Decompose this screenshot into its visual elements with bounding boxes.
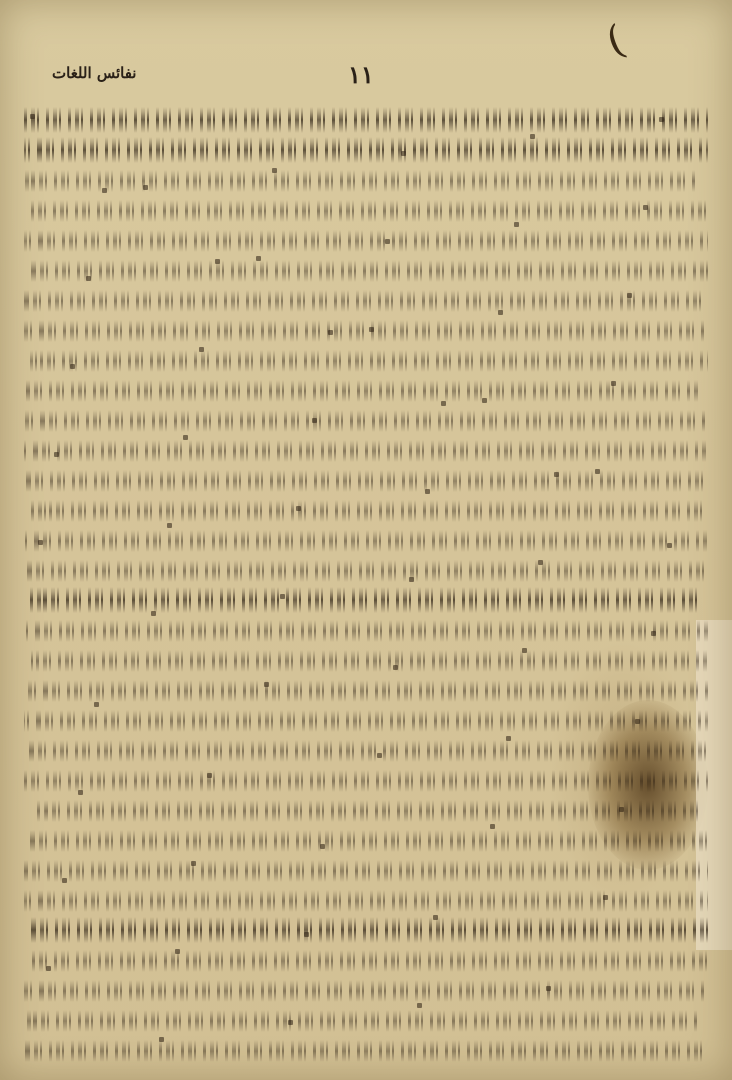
text-line: [24, 584, 708, 614]
diacritic-dot: [651, 631, 656, 636]
text-line: [24, 134, 708, 164]
diacritic-dot: [643, 205, 648, 210]
text-line: [24, 704, 708, 734]
diacritic-dot: [498, 310, 503, 315]
text-line: [24, 434, 708, 464]
diacritic-dot: [619, 807, 624, 812]
text-line: [24, 464, 708, 494]
text-line: [24, 974, 708, 1004]
diacritic-dot: [385, 239, 390, 244]
diacritic-dot: [546, 986, 551, 991]
diacritic-dot: [304, 932, 309, 937]
diacritic-dot: [199, 347, 204, 352]
text-line: [24, 734, 708, 764]
diacritic-dot: [151, 611, 156, 616]
diacritic-dot: [143, 185, 148, 190]
text-line: [24, 674, 708, 704]
diacritic-dot: [441, 401, 446, 406]
diacritic-dot: [369, 327, 374, 332]
text-line: [24, 404, 708, 434]
diacritic-dot: [506, 736, 511, 741]
text-line: [24, 854, 708, 884]
diacritic-dot: [175, 949, 180, 954]
diacritic-dot: [70, 364, 75, 369]
diacritic-dot: [635, 719, 640, 724]
diacritic-dot: [38, 540, 43, 545]
text-line: [24, 374, 708, 404]
diacritic-dot: [667, 543, 672, 548]
diacritic-dot: [30, 114, 35, 119]
text-line: [24, 794, 708, 824]
diacritic-dot: [207, 773, 212, 778]
diacritic-dot: [320, 844, 325, 849]
diacritic-dot: [482, 398, 487, 403]
diacritic-dot: [167, 523, 172, 528]
diacritic-dot: [288, 1020, 293, 1025]
diacritic-dot: [312, 418, 317, 423]
diacritic-dot: [183, 435, 188, 440]
diacritic-dot: [425, 489, 430, 494]
text-line: [24, 944, 708, 974]
diacritic-dot: [86, 276, 91, 281]
diacritic-dot: [401, 151, 406, 156]
diacritic-dot: [554, 472, 559, 477]
corner-mark: (: [600, 16, 632, 66]
diacritic-dot: [54, 452, 59, 457]
diacritic-dot: [191, 861, 196, 866]
diacritic-dot: [256, 256, 261, 261]
diacritic-dot: [377, 753, 382, 758]
text-line: [24, 494, 708, 524]
diacritic-dot: [159, 1037, 164, 1042]
text-line: [24, 614, 708, 644]
running-title: نفائس اللغات: [52, 64, 137, 82]
text-line: [24, 824, 708, 854]
diacritic-dot: [409, 577, 414, 582]
text-line: [24, 914, 708, 944]
text-line: [24, 344, 708, 374]
diacritic-dot: [538, 560, 543, 565]
diacritic-dot: [280, 594, 285, 599]
text-line: [24, 524, 708, 554]
text-line: [24, 224, 708, 254]
diacritic-dot: [595, 469, 600, 474]
text-line: [24, 314, 708, 344]
text-line: [24, 1004, 708, 1034]
text-line: [24, 254, 708, 284]
diacritic-dot: [603, 895, 608, 900]
text-line: [24, 1034, 708, 1064]
diacritic-dot: [611, 381, 616, 386]
diacritic-dot: [530, 134, 535, 139]
page-number: ۱۱: [348, 60, 374, 89]
diacritic-dot: [78, 790, 83, 795]
diacritic-dot: [264, 682, 269, 687]
diacritic-dot: [272, 168, 277, 173]
diacritic-dot: [659, 117, 664, 122]
text-line: [24, 194, 708, 224]
diacritic-dot: [94, 702, 99, 707]
text-line: [24, 284, 708, 314]
diacritic-dot: [215, 259, 220, 264]
diacritic-dot: [393, 665, 398, 670]
diacritic-dot: [328, 330, 333, 335]
diacritic-dot: [46, 966, 51, 971]
diacritic-dot: [514, 222, 519, 227]
diacritic-dot: [490, 824, 495, 829]
text-body: [24, 104, 708, 1064]
text-line: [24, 644, 708, 674]
text-line: [24, 164, 708, 194]
diacritic-dot: [102, 188, 107, 193]
text-line: [24, 104, 708, 134]
diacritic-dot: [627, 293, 632, 298]
diacritic-dot: [522, 648, 527, 653]
text-line: [24, 764, 708, 794]
diacritic-dot: [62, 878, 67, 883]
diacritic-dot: [433, 915, 438, 920]
text-line: [24, 554, 708, 584]
diacritic-dot: [417, 1003, 422, 1008]
diacritic-dot: [296, 506, 301, 511]
